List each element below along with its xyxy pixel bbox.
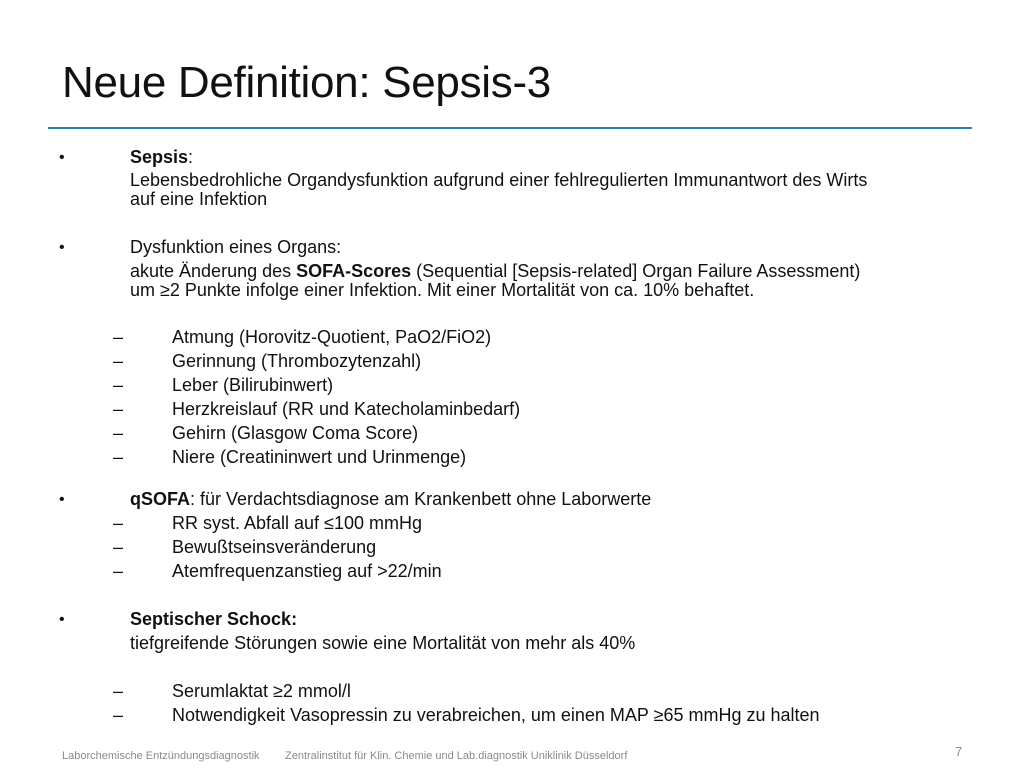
schock-desc: tiefgreifende Störungen sowie eine Mortalität von mehr als 40%	[130, 633, 636, 653]
bullet-icon: •	[59, 611, 65, 628]
footer-center: Zentralinstitut für Klin. Chemie und Lab.diagnostik Uniklinik Düsseldorf	[285, 750, 628, 762]
sofa-score-label: SOFA-Scores	[296, 261, 412, 281]
organ-item: Herzkreislauf (RR und Katecholaminbedarf)	[172, 399, 521, 419]
sepsis-desc-line1: Lebensbedrohliche Organdysfunktion aufgrund einer fehlregulierten Immunantwort des Wirts	[130, 170, 868, 190]
schock-heading	[130, 609, 297, 629]
dash-icon: –	[113, 399, 124, 419]
bullet-icon: •	[59, 149, 65, 166]
footer-left: Laborchemische Entzündungsdiagnostik	[62, 750, 260, 762]
schock-item: Notwendigkeit Vasopressin zu verabreichen, um einen MAP ≥65 mmHg zu halten	[172, 705, 820, 725]
qsofa-item: Atemfrequenzanstieg auf >22/min	[172, 561, 442, 581]
dash-icon: –	[113, 351, 124, 371]
organ-item: Gehirn (Glasgow Coma Score)	[172, 423, 419, 443]
qsofa-desc: : für Verdachtsdiagnose am Krankenbett ohne Laborwerte	[190, 489, 652, 509]
sofa-line1	[130, 261, 860, 281]
dash-icon: –	[113, 327, 124, 347]
organ-item: Niere (Creatininwert und Urinmenge)	[172, 447, 467, 467]
schock-label: Septischer Schock:	[130, 609, 298, 629]
sepsis-heading	[130, 147, 193, 167]
dash-icon: –	[113, 537, 124, 557]
sofa-line1-post: (Sequential [Sepsis-related] Organ Failure Assessment)	[411, 261, 861, 281]
dash-icon: –	[113, 447, 124, 467]
sepsis-desc-line2: auf eine Infektion	[130, 189, 268, 209]
organ-item: Atmung (Horovitz-Quotient, PaO2/FiO2)	[172, 327, 492, 347]
sepsis-label: Sepsis	[130, 147, 189, 167]
bullet-icon: •	[59, 239, 65, 256]
qsofa-item: Bewußtseinsveränderung	[172, 537, 377, 557]
qsofa-item: RR syst. Abfall auf ≤100 mmHg	[172, 513, 422, 533]
sofa-line2: um ≥2 Punkte infolge einer Infektion. Mit einer Mortalität von ca. 10% behaftet.	[130, 280, 755, 300]
dash-icon: –	[113, 681, 124, 701]
dash-icon: –	[113, 375, 124, 395]
slide-title: Neue Definition: Sepsis-3	[62, 58, 551, 107]
sofa-line1-pre: akute Änderung des	[130, 261, 297, 281]
sepsis-colon: :	[188, 147, 194, 167]
organ-item: Leber (Bilirubinwert)	[172, 375, 334, 395]
dash-icon: –	[113, 561, 124, 581]
organ-item: Gerinnung (Thrombozytenzahl)	[172, 351, 422, 371]
qsofa-heading	[130, 489, 651, 509]
bullet-icon: •	[59, 491, 65, 508]
dash-icon: –	[113, 423, 124, 443]
dash-icon: –	[113, 705, 124, 725]
page-number: 7	[955, 744, 963, 759]
schock-item: Serumlaktat ≥2 mmol/l	[172, 681, 351, 701]
qsofa-label: qSOFA	[130, 489, 191, 509]
dysfunktion-heading: Dysfunktion eines Organs:	[130, 237, 342, 257]
dash-icon: –	[113, 513, 124, 533]
